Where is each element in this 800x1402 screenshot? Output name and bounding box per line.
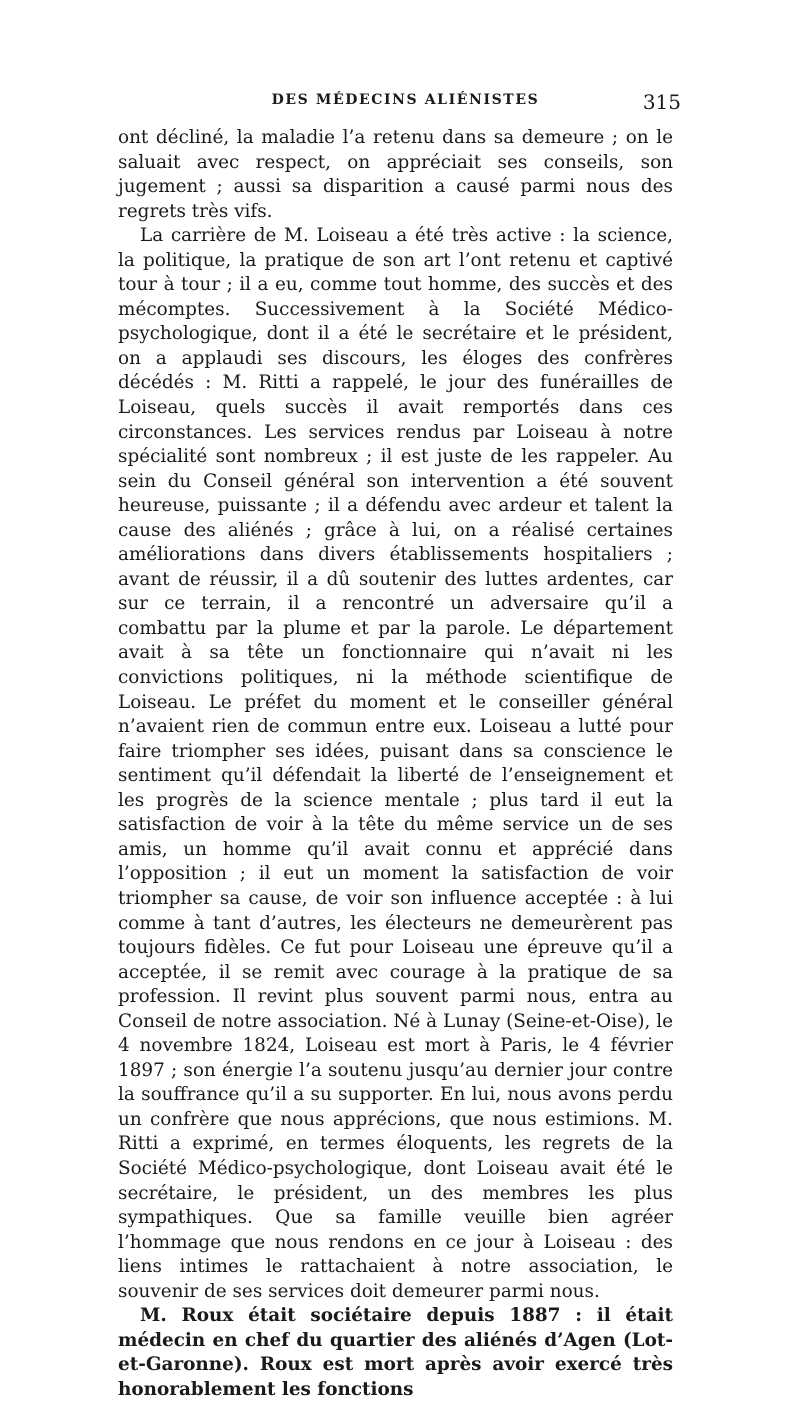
running-title: DES MÉDECINS ALIÉNISTES <box>271 92 540 108</box>
paragraph-3: M. Roux était sociétaire depuis 1887 : il était médecin en chef du quartier des aliénés d’Agen (Lot-et-Garonne). Roux est mort après avoir exercé très honorablement les fonctions <box>118 1305 673 1400</box>
body-text <box>118 126 673 1402</box>
paragraph-1: ont décliné, la maladie l’a retenu dans sa demeure ; on le saluait avec respect, on appréciait ses conseils, son jugement ; aussi sa disparition a causé parmi nous des regrets très vifs. <box>118 127 673 222</box>
paragraph-2: La carrière de M. Loiseau a été très active : la science, la politique, la pratique de son art l’ont retenu et captivé tour à tour ; il a eu, comme tout homme, des succès et des mécomptes. Successivement à la Société Médico-psychologique, dont il a été le secrétaire et le président, on a applaudi ses discours, les éloges des confrères décédés : M. Ritti a rappelé, le jour des funérailles de Loiseau, quels succès il avait remportés dans ces circonstances. Les services rendus par Loiseau à notre spécialité sont nombreux ; il est juste de les rappeler. Au sein du Conseil général son intervention a été souvent heureuse, puissante ; il a défendu avec ardeur et talent la cause des aliénés ; grâce à lui, on a réalisé certaines améliorations dans divers établissements hospitaliers ; avant de réussir, il a dû soutenir des luttes ardentes, car sur ce terrain, il a rencontré un adversaire qu’il a combattu par la plume et par la parole. Le département avait à sa tête un fonctionnaire qui n’avait ni les convictions politiques, ni la méthode scientifique de Loiseau. Le préfet du moment et le conseiller général n’avaient rien de commun entre eux. Loiseau a lutté pour faire triompher ses idées, puisant dans sa conscience le sentiment qu’il défendait la liberté de l’enseignement et les progrès de la science mentale ; plus tard il eut la satisfaction de voir à la tête du même service un de ses amis, un homme qu’il avait connu et apprécié dans l’opposition ; il eut un moment la satisfaction de voir triompher sa cause, de voir son influence acceptée : à lui comme à tant d’autres, les électeurs ne demeurèrent pas toujours fidèles. Ce fut pour Loiseau une épreuve qu’il a acceptée, il se remit avec courage à la pratique de sa profession. Il revint plus souvent parmi nous, entra au Conseil de notre association. Né à Lunay (Seine-et-Oise), le 4 novembre 1824, Loiseau est mort à Paris, le 4 février 1897 ; son énergie l’a soutenu jusqu’au dernier jour contre la souffrance qu’il a su supporter. En lui, nous avons perdu un confrère que nous apprécions, que nous estimions. M. Ritti a exprimé, en termes éloquents, les regrets de la Société Médico-psychologique, dont Loiseau avait été le secrétaire, le président, un des membres les plus sympathiques. Que sa famille veuille bien agréer l’hommage que nous rendons en ce jour à Loiseau : des liens intimes le rattachaient à notre association, le souvenir de ses services doit demeurer parmi nous. <box>118 225 673 1302</box>
page-number: 315 <box>642 90 681 114</box>
page-header <box>118 90 681 120</box>
book-page <box>118 90 681 1402</box>
